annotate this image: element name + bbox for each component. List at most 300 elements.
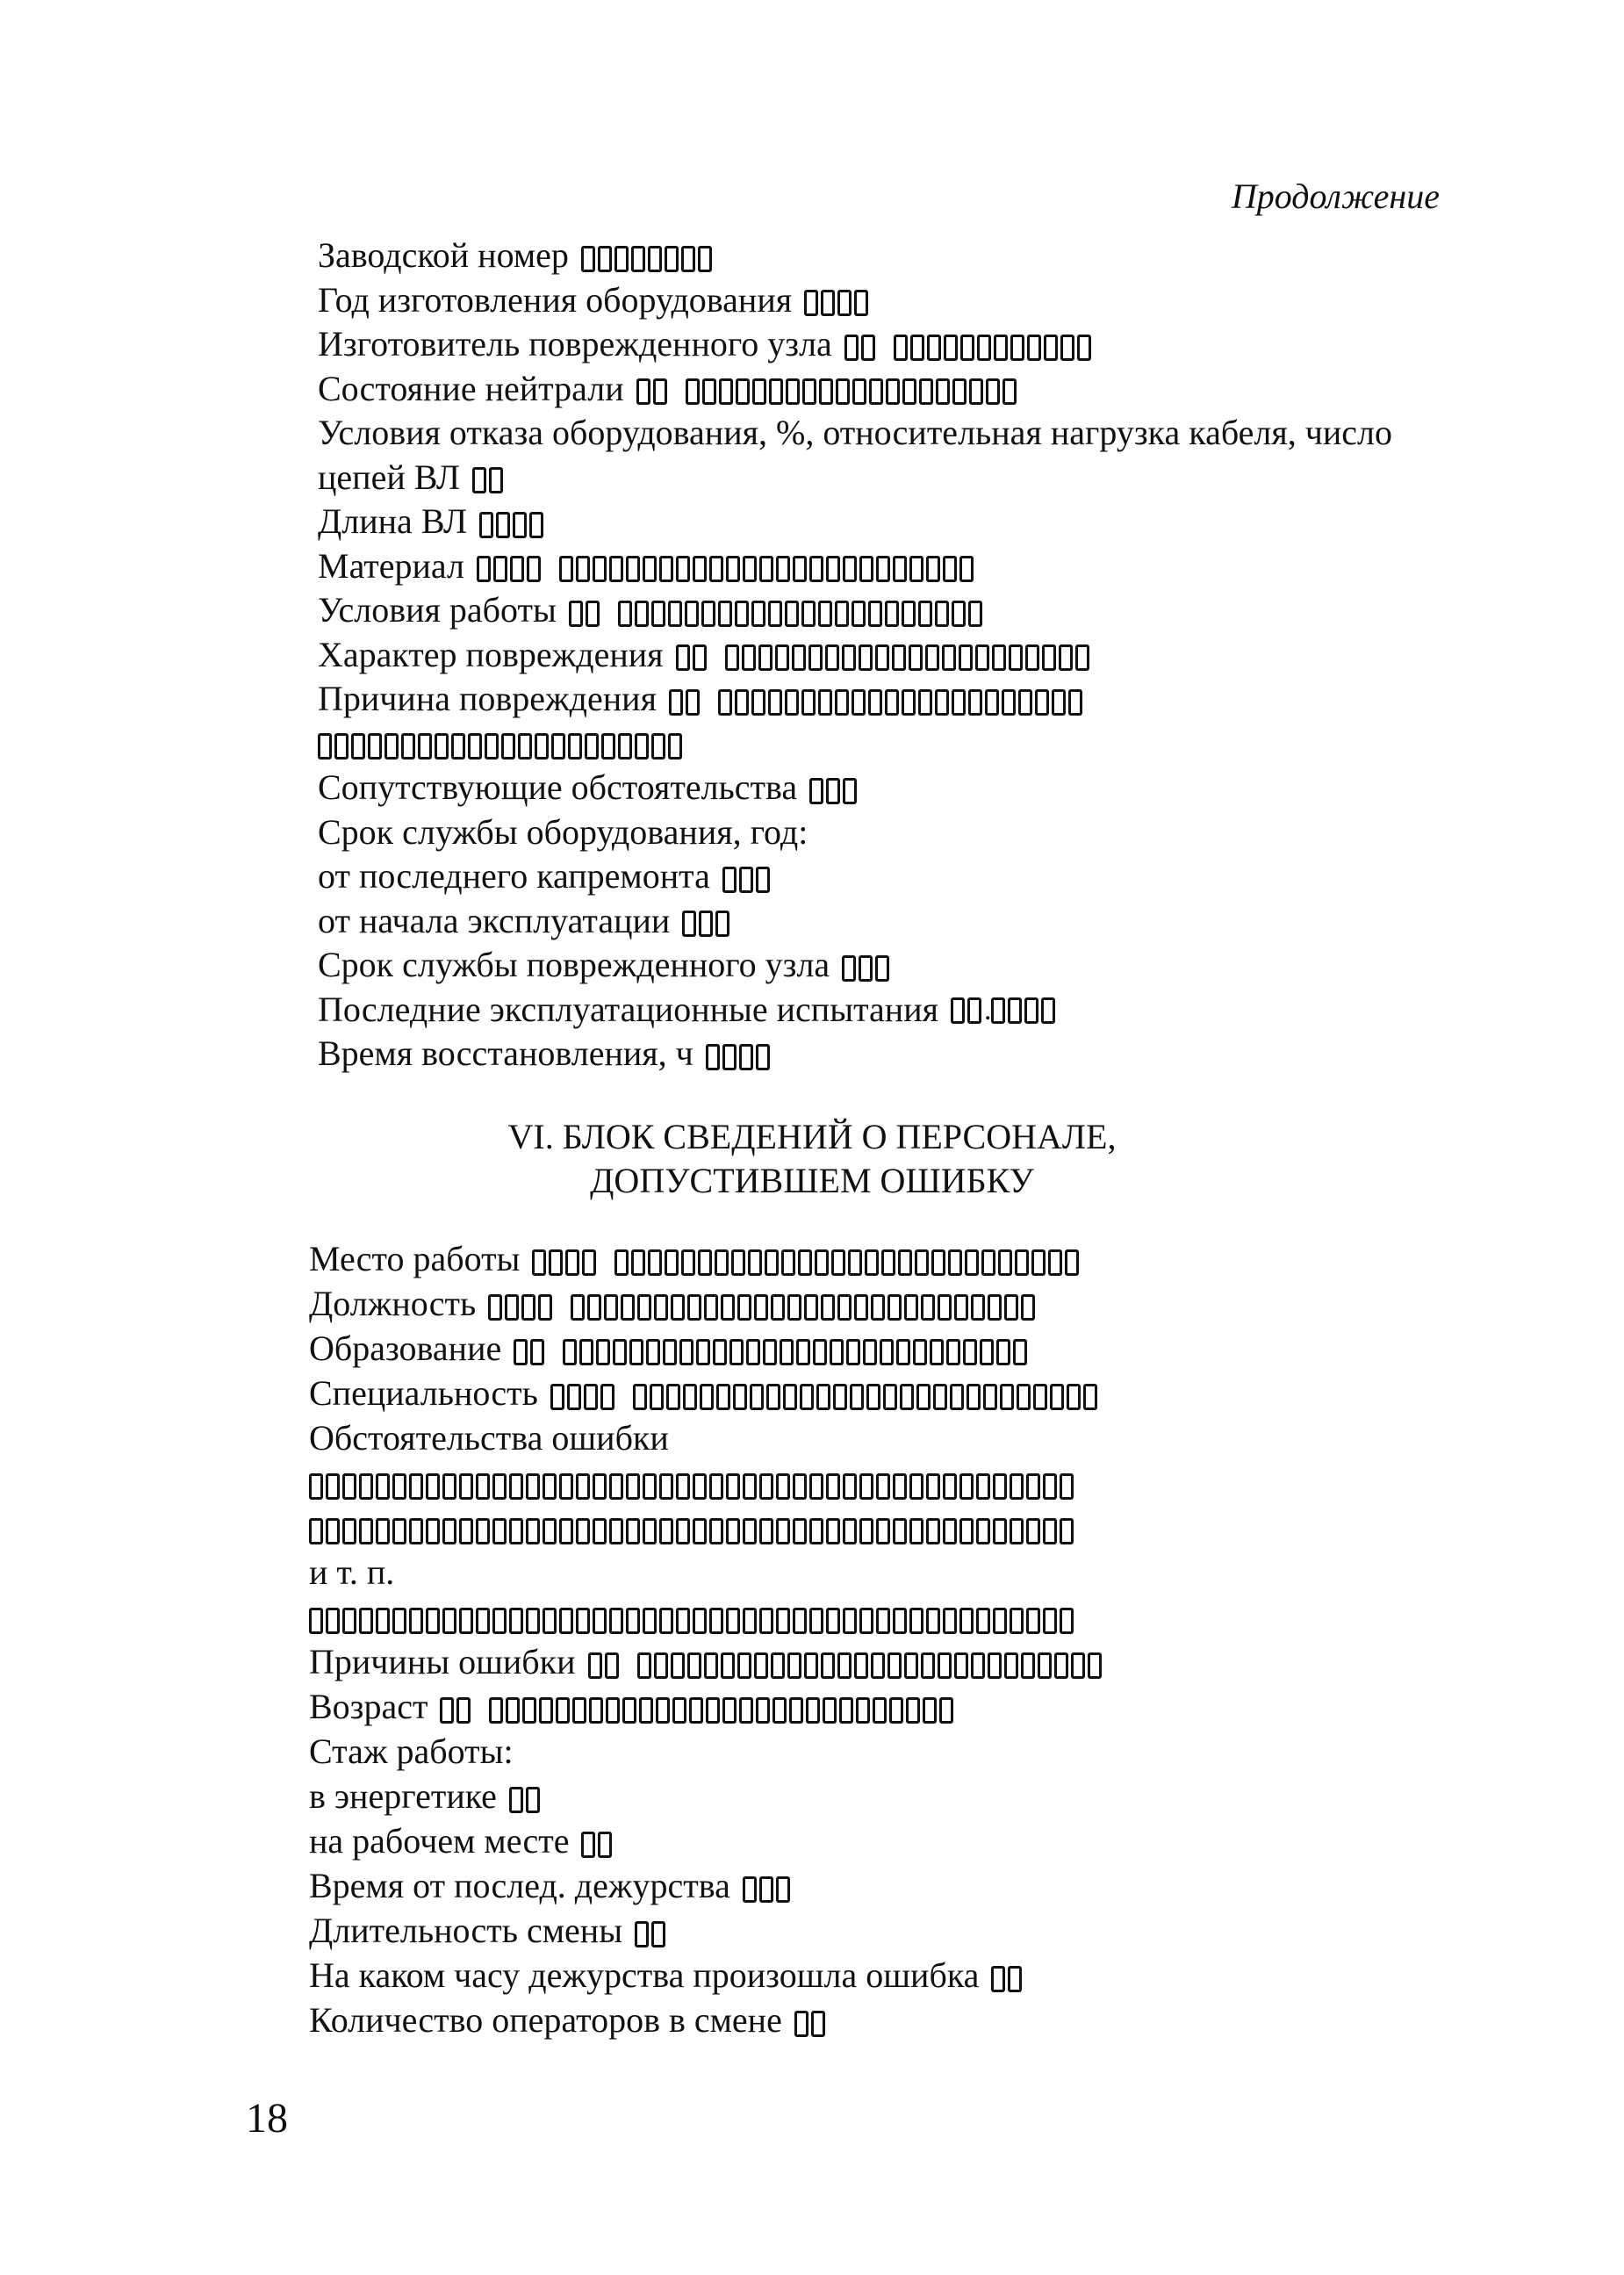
input-cell[interactable] <box>359 1473 373 1500</box>
input-cell[interactable] <box>967 997 981 1024</box>
input-cell[interactable] <box>489 1697 503 1724</box>
input-cell[interactable] <box>991 997 1005 1024</box>
input-cell[interactable] <box>819 378 833 405</box>
input-cell[interactable] <box>821 290 835 316</box>
input-cells[interactable] <box>569 588 985 632</box>
input-cell[interactable] <box>775 644 789 671</box>
input-cell[interactable] <box>636 378 650 405</box>
input-cell[interactable] <box>785 689 799 716</box>
input-cell[interactable] <box>881 1249 895 1276</box>
input-cell[interactable] <box>715 911 729 937</box>
input-cell[interactable] <box>843 556 857 582</box>
input-cell[interactable] <box>609 1608 623 1634</box>
input-cell[interactable] <box>626 1473 640 1500</box>
input-cell[interactable] <box>693 556 707 582</box>
input-cell[interactable] <box>951 997 965 1024</box>
input-cells[interactable] <box>309 1595 1076 1639</box>
input-cell[interactable] <box>539 1697 553 1724</box>
input-cell[interactable] <box>893 1473 907 1500</box>
input-cell[interactable] <box>639 1697 653 1724</box>
input-cell[interactable] <box>804 290 818 316</box>
input-cell[interactable] <box>613 1339 627 1365</box>
input-cell[interactable] <box>960 335 974 361</box>
input-cell[interactable] <box>809 556 823 582</box>
input-cell[interactable] <box>826 1518 840 1544</box>
input-cell[interactable] <box>716 1384 730 1410</box>
input-cell[interactable] <box>368 733 382 760</box>
input-cell[interactable] <box>556 1697 570 1724</box>
input-cell[interactable] <box>576 1473 590 1500</box>
input-cell[interactable] <box>821 1294 835 1321</box>
input-cell[interactable] <box>1004 1652 1018 1679</box>
input-cell[interactable] <box>993 1518 1007 1544</box>
input-cell[interactable] <box>743 1876 757 1903</box>
input-cell[interactable] <box>668 733 682 760</box>
input-cell[interactable] <box>842 955 856 982</box>
input-cell[interactable] <box>1042 644 1056 671</box>
input-cell[interactable] <box>526 1518 540 1544</box>
input-cell[interactable] <box>926 1608 940 1634</box>
input-cell[interactable] <box>326 1473 340 1500</box>
input-cell[interactable] <box>902 689 916 716</box>
input-cell[interactable] <box>837 1652 852 1679</box>
input-cell[interactable] <box>342 1518 356 1544</box>
input-cell[interactable] <box>635 733 649 760</box>
input-cell[interactable] <box>852 601 866 627</box>
input-cell[interactable] <box>492 1473 507 1500</box>
input-cell[interactable] <box>743 556 757 582</box>
input-cell[interactable] <box>833 1384 847 1410</box>
input-cell[interactable] <box>1054 1652 1068 1679</box>
input-cell[interactable] <box>735 601 749 627</box>
input-cell[interactable] <box>963 1339 977 1365</box>
input-cell[interactable] <box>618 601 632 627</box>
input-cell[interactable] <box>1088 1652 1102 1679</box>
input-cell[interactable] <box>626 1608 640 1634</box>
input-cell[interactable] <box>1035 689 1049 716</box>
input-cell[interactable] <box>959 644 973 671</box>
input-cell[interactable] <box>876 1608 890 1634</box>
input-cell[interactable] <box>376 1473 390 1500</box>
input-cell[interactable] <box>706 1044 720 1070</box>
input-cell[interactable] <box>902 601 916 627</box>
input-cell[interactable] <box>626 1518 640 1544</box>
input-cell[interactable] <box>887 1294 902 1321</box>
input-cell[interactable] <box>648 246 662 272</box>
input-cell[interactable] <box>1021 1652 1035 1679</box>
input-cell[interactable] <box>1083 1384 1097 1410</box>
input-cell[interactable] <box>809 1608 823 1634</box>
input-cell[interactable] <box>485 733 499 760</box>
input-cell[interactable] <box>1004 1294 1018 1321</box>
input-cell[interactable] <box>376 1518 390 1544</box>
input-cell[interactable] <box>476 1473 490 1500</box>
input-cell[interactable] <box>606 1697 620 1724</box>
input-cells[interactable] <box>509 1775 543 1818</box>
input-cell[interactable] <box>798 1249 812 1276</box>
input-cell[interactable] <box>587 1294 601 1321</box>
input-cell[interactable] <box>526 1608 540 1634</box>
input-cell[interactable] <box>846 1339 860 1365</box>
input-cell[interactable] <box>936 378 950 405</box>
input-cell[interactable] <box>593 1518 607 1544</box>
input-cell[interactable] <box>935 601 949 627</box>
input-cell[interactable] <box>909 1608 923 1634</box>
input-cell[interactable] <box>850 1384 864 1410</box>
input-cell[interactable] <box>931 1249 945 1276</box>
input-cell[interactable] <box>843 1608 857 1634</box>
input-cells[interactable] <box>635 1909 668 1953</box>
input-cell[interactable] <box>968 689 982 716</box>
input-cell[interactable] <box>783 1384 797 1410</box>
input-cells[interactable] <box>440 1685 956 1729</box>
input-cell[interactable] <box>768 689 782 716</box>
input-cell[interactable] <box>496 512 510 538</box>
input-cell[interactable] <box>392 1518 406 1544</box>
input-cell[interactable] <box>582 1249 596 1276</box>
input-cell[interactable] <box>825 644 839 671</box>
input-cell[interactable] <box>654 1294 668 1321</box>
input-cell[interactable] <box>743 1473 757 1500</box>
input-cell[interactable] <box>925 644 939 671</box>
input-cell[interactable] <box>826 1608 840 1634</box>
input-cell[interactable] <box>701 601 715 627</box>
input-cell[interactable] <box>1075 644 1089 671</box>
input-cell[interactable] <box>681 246 695 272</box>
input-cell[interactable] <box>665 1249 679 1276</box>
input-cell[interactable] <box>1015 1249 1029 1276</box>
input-cell[interactable] <box>875 644 889 671</box>
input-cell[interactable] <box>459 1518 473 1544</box>
input-cells[interactable] <box>706 1032 772 1076</box>
input-cell[interactable] <box>492 1518 507 1544</box>
input-cell[interactable] <box>359 1608 373 1634</box>
input-cell[interactable] <box>1077 335 1091 361</box>
input-cell[interactable] <box>722 1697 737 1724</box>
input-cell[interactable] <box>863 1339 877 1365</box>
input-cell[interactable] <box>614 246 629 272</box>
input-cell[interactable] <box>521 1294 535 1321</box>
input-cell[interactable] <box>1025 644 1039 671</box>
input-cells[interactable] <box>844 322 1094 366</box>
input-cell[interactable] <box>746 1339 760 1365</box>
input-cell[interactable] <box>718 689 732 716</box>
input-cell[interactable] <box>618 733 632 760</box>
input-cell[interactable] <box>743 1518 757 1544</box>
input-cell[interactable] <box>975 644 989 671</box>
input-cell[interactable] <box>930 1339 944 1365</box>
input-cell[interactable] <box>581 1832 595 1858</box>
input-cell[interactable] <box>992 644 1006 671</box>
input-cell[interactable] <box>998 1249 1012 1276</box>
input-cell[interactable] <box>968 601 982 627</box>
input-cell[interactable] <box>693 1473 707 1500</box>
input-cell[interactable] <box>326 1518 340 1544</box>
input-cell[interactable] <box>952 689 966 716</box>
input-cell[interactable] <box>1010 335 1024 361</box>
input-cell[interactable] <box>510 556 524 582</box>
input-cell[interactable] <box>550 1384 564 1410</box>
input-cell[interactable] <box>854 1294 868 1321</box>
input-cell[interactable] <box>796 1339 810 1365</box>
input-cell[interactable] <box>935 689 949 716</box>
input-cell[interactable] <box>683 1384 697 1410</box>
input-cell[interactable] <box>950 1384 964 1410</box>
input-cell[interactable] <box>1038 1652 1052 1679</box>
input-cell[interactable] <box>509 1608 523 1634</box>
input-cell[interactable] <box>653 378 667 405</box>
input-cell[interactable] <box>926 1518 940 1544</box>
input-cell[interactable] <box>549 1249 563 1276</box>
input-cell[interactable] <box>1009 644 1023 671</box>
input-cell[interactable] <box>651 733 665 760</box>
input-cell[interactable] <box>527 556 541 582</box>
input-cell[interactable] <box>309 1473 323 1500</box>
input-cell[interactable] <box>643 1518 657 1544</box>
input-cell[interactable] <box>794 2011 808 2037</box>
input-cell[interactable] <box>776 1473 790 1500</box>
input-cell[interactable] <box>843 1518 857 1544</box>
input-cell[interactable] <box>959 1473 974 1500</box>
input-cell[interactable] <box>804 1294 818 1321</box>
input-cell[interactable] <box>809 1518 823 1544</box>
input-cell[interactable] <box>801 689 816 716</box>
input-cell[interactable] <box>635 601 649 627</box>
input-cell[interactable] <box>938 1294 952 1321</box>
input-cell[interactable] <box>948 1249 962 1276</box>
input-cell[interactable] <box>687 1652 701 1679</box>
input-cell[interactable] <box>759 1876 773 1903</box>
input-cell[interactable] <box>758 644 772 671</box>
input-cell[interactable] <box>559 556 573 582</box>
input-cell[interactable] <box>868 601 882 627</box>
input-cell[interactable] <box>1071 1652 1085 1679</box>
input-cell[interactable] <box>659 556 673 582</box>
input-cell[interactable] <box>609 556 623 582</box>
input-cell[interactable] <box>476 1608 490 1634</box>
input-cell[interactable] <box>830 1339 844 1365</box>
input-cell[interactable] <box>637 1652 651 1679</box>
input-cell[interactable] <box>651 1921 665 1947</box>
input-cell[interactable] <box>735 689 749 716</box>
input-cell[interactable] <box>793 1608 807 1634</box>
input-cell[interactable] <box>685 601 699 627</box>
input-cell[interactable] <box>409 1608 423 1634</box>
input-cell[interactable] <box>844 335 859 361</box>
input-cell[interactable] <box>1000 1384 1014 1410</box>
input-cell[interactable] <box>876 1518 890 1544</box>
input-cell[interactable] <box>733 1384 747 1410</box>
input-cell[interactable] <box>759 556 773 582</box>
input-cell[interactable] <box>787 1652 801 1679</box>
input-cell[interactable] <box>826 778 840 804</box>
input-cell[interactable] <box>600 1384 614 1410</box>
input-cell[interactable] <box>526 1473 540 1500</box>
input-cell[interactable] <box>593 1608 607 1634</box>
input-cell[interactable] <box>889 1697 903 1724</box>
input-cell[interactable] <box>852 689 866 716</box>
input-cell[interactable] <box>576 1518 590 1544</box>
input-cell[interactable] <box>813 1339 827 1365</box>
input-cell[interactable] <box>902 378 916 405</box>
input-cell[interactable] <box>776 1518 790 1544</box>
input-cell[interactable] <box>1041 997 1055 1024</box>
input-cell[interactable] <box>648 1249 662 1276</box>
input-cell[interactable] <box>633 1384 647 1410</box>
input-cells[interactable] <box>581 1819 614 1863</box>
input-cell[interactable] <box>622 1697 636 1724</box>
input-cell[interactable] <box>359 1518 373 1544</box>
input-cell[interactable] <box>839 1697 853 1724</box>
input-cell[interactable] <box>509 1473 523 1500</box>
input-cell[interactable] <box>959 1608 974 1634</box>
input-cells[interactable] <box>676 632 1092 676</box>
input-cell[interactable] <box>737 1294 751 1321</box>
input-cell[interactable] <box>809 778 823 804</box>
input-cell[interactable] <box>909 1473 923 1500</box>
input-cell[interactable] <box>809 1473 823 1500</box>
input-cell[interactable] <box>668 601 682 627</box>
input-cell[interactable] <box>506 1697 520 1724</box>
input-cell[interactable] <box>988 1294 1002 1321</box>
input-cell[interactable] <box>926 1473 940 1500</box>
input-cell[interactable] <box>605 1652 619 1679</box>
input-cell[interactable] <box>752 378 766 405</box>
input-cell[interactable] <box>883 1384 897 1410</box>
input-cell[interactable] <box>885 601 899 627</box>
input-cell[interactable] <box>831 1249 845 1276</box>
input-cell[interactable] <box>904 1294 918 1321</box>
input-cell[interactable] <box>854 1652 868 1679</box>
input-cell[interactable] <box>815 1249 829 1276</box>
input-cell[interactable] <box>565 1249 579 1276</box>
input-cell[interactable] <box>1043 1518 1057 1544</box>
input-cell[interactable] <box>981 1249 995 1276</box>
input-cells[interactable] <box>636 366 1019 410</box>
input-cell[interactable] <box>682 911 696 937</box>
input-cell[interactable] <box>598 246 612 272</box>
input-cell[interactable] <box>848 1249 862 1276</box>
input-cell[interactable] <box>468 733 482 760</box>
input-cell[interactable] <box>518 733 532 760</box>
input-cell[interactable] <box>679 1339 693 1365</box>
input-cell[interactable] <box>921 1294 935 1321</box>
input-cell[interactable] <box>910 335 924 361</box>
input-cell[interactable] <box>1060 335 1074 361</box>
input-cell[interactable] <box>676 1518 690 1544</box>
input-cell[interactable] <box>821 1652 835 1679</box>
input-cell[interactable] <box>440 1697 454 1724</box>
input-cell[interactable] <box>676 556 690 582</box>
input-cell[interactable] <box>637 1294 651 1321</box>
input-cell[interactable] <box>729 1339 744 1365</box>
input-cell[interactable] <box>1010 1608 1024 1634</box>
input-cell[interactable] <box>938 1652 952 1679</box>
input-cell[interactable] <box>629 1339 643 1365</box>
input-cell[interactable] <box>669 689 683 716</box>
input-cell[interactable] <box>643 1473 657 1500</box>
input-cells[interactable] <box>479 500 546 544</box>
input-cell[interactable] <box>442 1518 456 1544</box>
input-cell[interactable] <box>776 1876 790 1903</box>
input-cell[interactable] <box>993 1608 1007 1634</box>
input-cell[interactable] <box>1026 1518 1040 1544</box>
input-cell[interactable] <box>837 1294 852 1321</box>
input-cell[interactable] <box>904 1652 918 1679</box>
input-cell[interactable] <box>676 1608 690 1634</box>
input-cell[interactable] <box>726 556 740 582</box>
input-cell[interactable] <box>776 1608 790 1634</box>
input-cell[interactable] <box>513 512 527 538</box>
input-cell[interactable] <box>598 1832 612 1858</box>
input-cell[interactable] <box>976 1473 990 1500</box>
input-cell[interactable] <box>943 1608 957 1634</box>
input-cell[interactable] <box>894 335 908 361</box>
input-cell[interactable] <box>1008 997 1022 1024</box>
input-cell[interactable] <box>567 1384 581 1410</box>
input-cell[interactable] <box>442 1473 456 1500</box>
input-cell[interactable] <box>586 601 600 627</box>
input-cell[interactable] <box>923 1697 937 1724</box>
input-cell[interactable] <box>700 1384 714 1410</box>
input-cell[interactable] <box>766 1384 780 1410</box>
input-cell[interactable] <box>750 1384 764 1410</box>
input-cell[interactable] <box>913 1339 927 1365</box>
input-cell[interactable] <box>1008 1966 1022 1992</box>
input-cell[interactable] <box>584 1384 598 1410</box>
input-cell[interactable] <box>493 556 507 582</box>
input-cell[interactable] <box>392 1473 406 1500</box>
input-cell[interactable] <box>663 1339 677 1365</box>
input-cell[interactable] <box>959 1518 974 1544</box>
input-cell[interactable] <box>801 601 816 627</box>
input-cell[interactable] <box>739 867 753 893</box>
input-cell[interactable] <box>854 290 868 316</box>
input-cell[interactable] <box>900 1384 914 1410</box>
input-cell[interactable] <box>676 1473 690 1500</box>
input-cell[interactable] <box>780 1339 794 1365</box>
input-cells[interactable] <box>991 1954 1024 1998</box>
input-cell[interactable] <box>659 1518 673 1544</box>
input-cell[interactable] <box>991 1966 1005 1992</box>
input-cell[interactable] <box>939 1697 953 1724</box>
input-cell[interactable] <box>589 1697 603 1724</box>
input-cell[interactable] <box>722 867 737 893</box>
input-cell[interactable] <box>681 1249 695 1276</box>
input-cells[interactable] <box>318 721 685 765</box>
input-cell[interactable] <box>693 1608 707 1634</box>
input-cell[interactable] <box>966 1384 981 1410</box>
input-cell[interactable] <box>943 556 957 582</box>
input-cells[interactable] <box>488 1282 1038 1326</box>
input-cell[interactable] <box>954 1652 968 1679</box>
input-cell[interactable] <box>893 556 907 582</box>
input-cell[interactable] <box>893 1518 907 1544</box>
input-cell[interactable] <box>581 246 595 272</box>
input-cell[interactable] <box>666 1384 680 1410</box>
input-cell[interactable] <box>916 1384 931 1410</box>
input-cell[interactable] <box>918 601 932 627</box>
input-cell[interactable] <box>604 1294 618 1321</box>
input-cell[interactable] <box>739 1697 753 1724</box>
input-cell[interactable] <box>698 246 712 272</box>
input-cell[interactable] <box>535 733 549 760</box>
input-cell[interactable] <box>909 644 923 671</box>
input-cell[interactable] <box>477 556 491 582</box>
input-cell[interactable] <box>843 778 857 804</box>
input-cell[interactable] <box>409 1518 423 1544</box>
input-cell[interactable] <box>326 1608 340 1634</box>
